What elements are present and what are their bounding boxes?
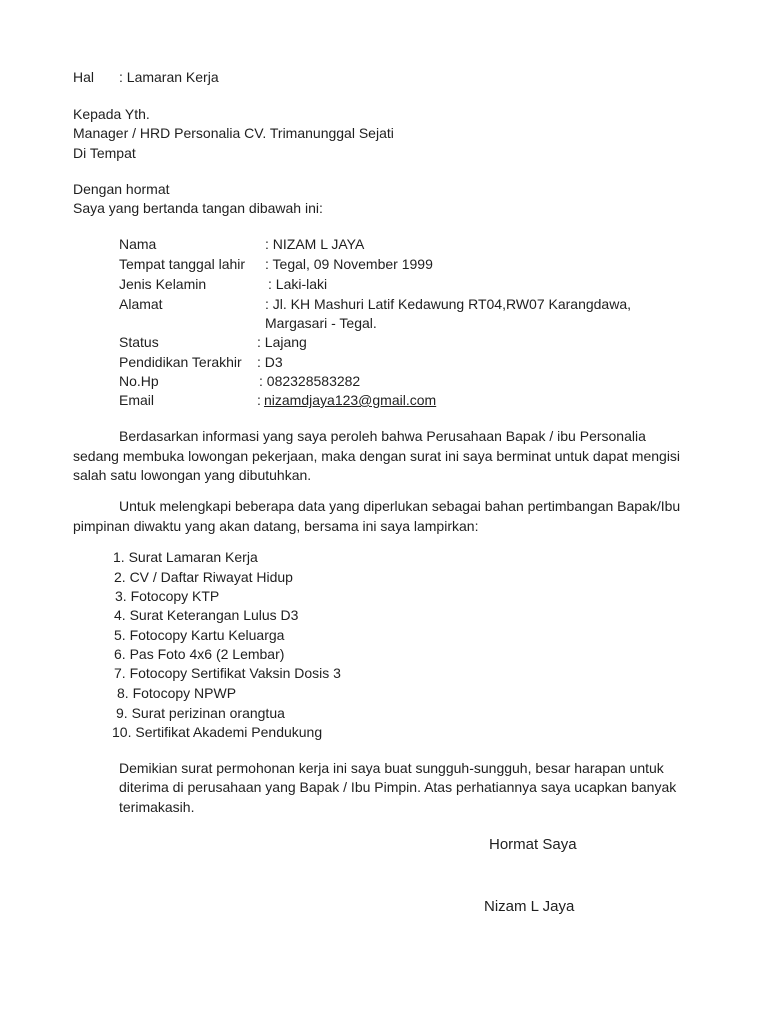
attachment-item: 7. Fotocopy Sertifikat Vaksin Dosis 3: [114, 665, 341, 681]
intro-line: Saya yang bertanda tangan dibawah ini:: [73, 200, 323, 216]
recipient-line-2: Manager / HRD Personalia CV. Trimanunggal Sejati: [73, 125, 394, 141]
paragraph-1-line-3: salah satu lowongan yang dibutuhkan.: [73, 467, 312, 483]
signature-regards: Hormat Saya: [489, 836, 577, 853]
jenis-kelamin-value: : Laki-laki: [268, 276, 328, 292]
signature-name: Nizam L Jaya: [484, 898, 575, 915]
closing-line-3: terimakasih.: [119, 799, 195, 815]
recipient-line-1: Kepada Yth.: [73, 106, 150, 122]
email-colon: :: [257, 392, 261, 408]
paragraph-1-line-1: Berdasarkan informasi yang saya peroleh bahwa Perusahaan Bapak / ibu Personalia: [119, 428, 646, 444]
attachment-item: 1. Surat Lamaran Kerja: [113, 549, 258, 565]
alamat-value-line-2: Margasari - Tegal.: [265, 315, 377, 331]
nama-value: : NIZAM L JAYA: [265, 236, 365, 252]
paragraph-2-line-2: pimpinan diwaktu yang akan datang, bersama ini saya lampirkan:: [73, 518, 479, 534]
paragraph-1-line-2: sedang membuka lowongan pekerjaan, maka dengan surat ini saya berminat untuk dapat mengisi: [73, 448, 681, 464]
email-label: Email: [119, 392, 155, 408]
status-value: : Lajang: [257, 334, 307, 350]
ttl-value: : Tegal, 09 November 1999: [265, 256, 433, 272]
alamat-label: Alamat: [119, 296, 163, 312]
ttl-label: Tempat tanggal lahir: [119, 256, 246, 272]
attachment-item: 5. Fotocopy Kartu Keluarga: [114, 627, 285, 643]
hal-label: Hal: [73, 69, 95, 85]
hp-label: No.Hp: [119, 373, 159, 389]
hp-value: : 082328583282: [259, 373, 361, 389]
pendidikan-label: Pendidikan Terakhir: [119, 354, 242, 370]
salutation: Dengan hormat: [73, 181, 170, 197]
jenis-kelamin-label: Jenis Kelamin: [119, 276, 207, 292]
attachment-item: 3. Fotocopy KTP: [115, 588, 220, 604]
email-link[interactable]: nizamdjaya123@gmail.com: [264, 392, 437, 408]
closing-line-2: diterima di perusahaan yang Bapak / Ibu Pimpin. Atas perhatiannya saya ucapkan banyak: [119, 779, 677, 795]
status-label: Status: [119, 334, 159, 350]
attachment-item: 6. Pas Foto 4x6 (2 Lembar): [114, 646, 285, 662]
hal-value: : Lamaran Kerja: [119, 69, 219, 85]
paragraph-2-line-1: Untuk melengkapi beberapa data yang diperlukan sebagai bahan pertimbangan Bapak/Ibu: [119, 498, 681, 514]
closing-line-1: Demikian surat permohonan kerja ini saya buat sungguh-sungguh, besar harapan untuk: [119, 760, 664, 776]
alamat-value-line-1: : Jl. KH Mashuri Latif Kedawung RT04,RW07 Karangdawa,: [265, 296, 632, 312]
attachment-item: 10. Sertifikat Akademi Pendukung: [112, 724, 323, 740]
attachment-item: 2. CV / Daftar Riwayat Hidup: [114, 569, 293, 585]
recipient-line-3: Di Tempat: [73, 145, 136, 161]
nama-label: Nama: [119, 236, 157, 252]
attachment-item: 9. Surat perizinan orangtua: [116, 705, 285, 721]
attachment-item: 4. Surat Keterangan Lulus D3: [114, 607, 299, 623]
attachment-item: 8. Fotocopy NPWP: [117, 685, 237, 701]
pendidikan-value: : D3: [257, 354, 283, 370]
